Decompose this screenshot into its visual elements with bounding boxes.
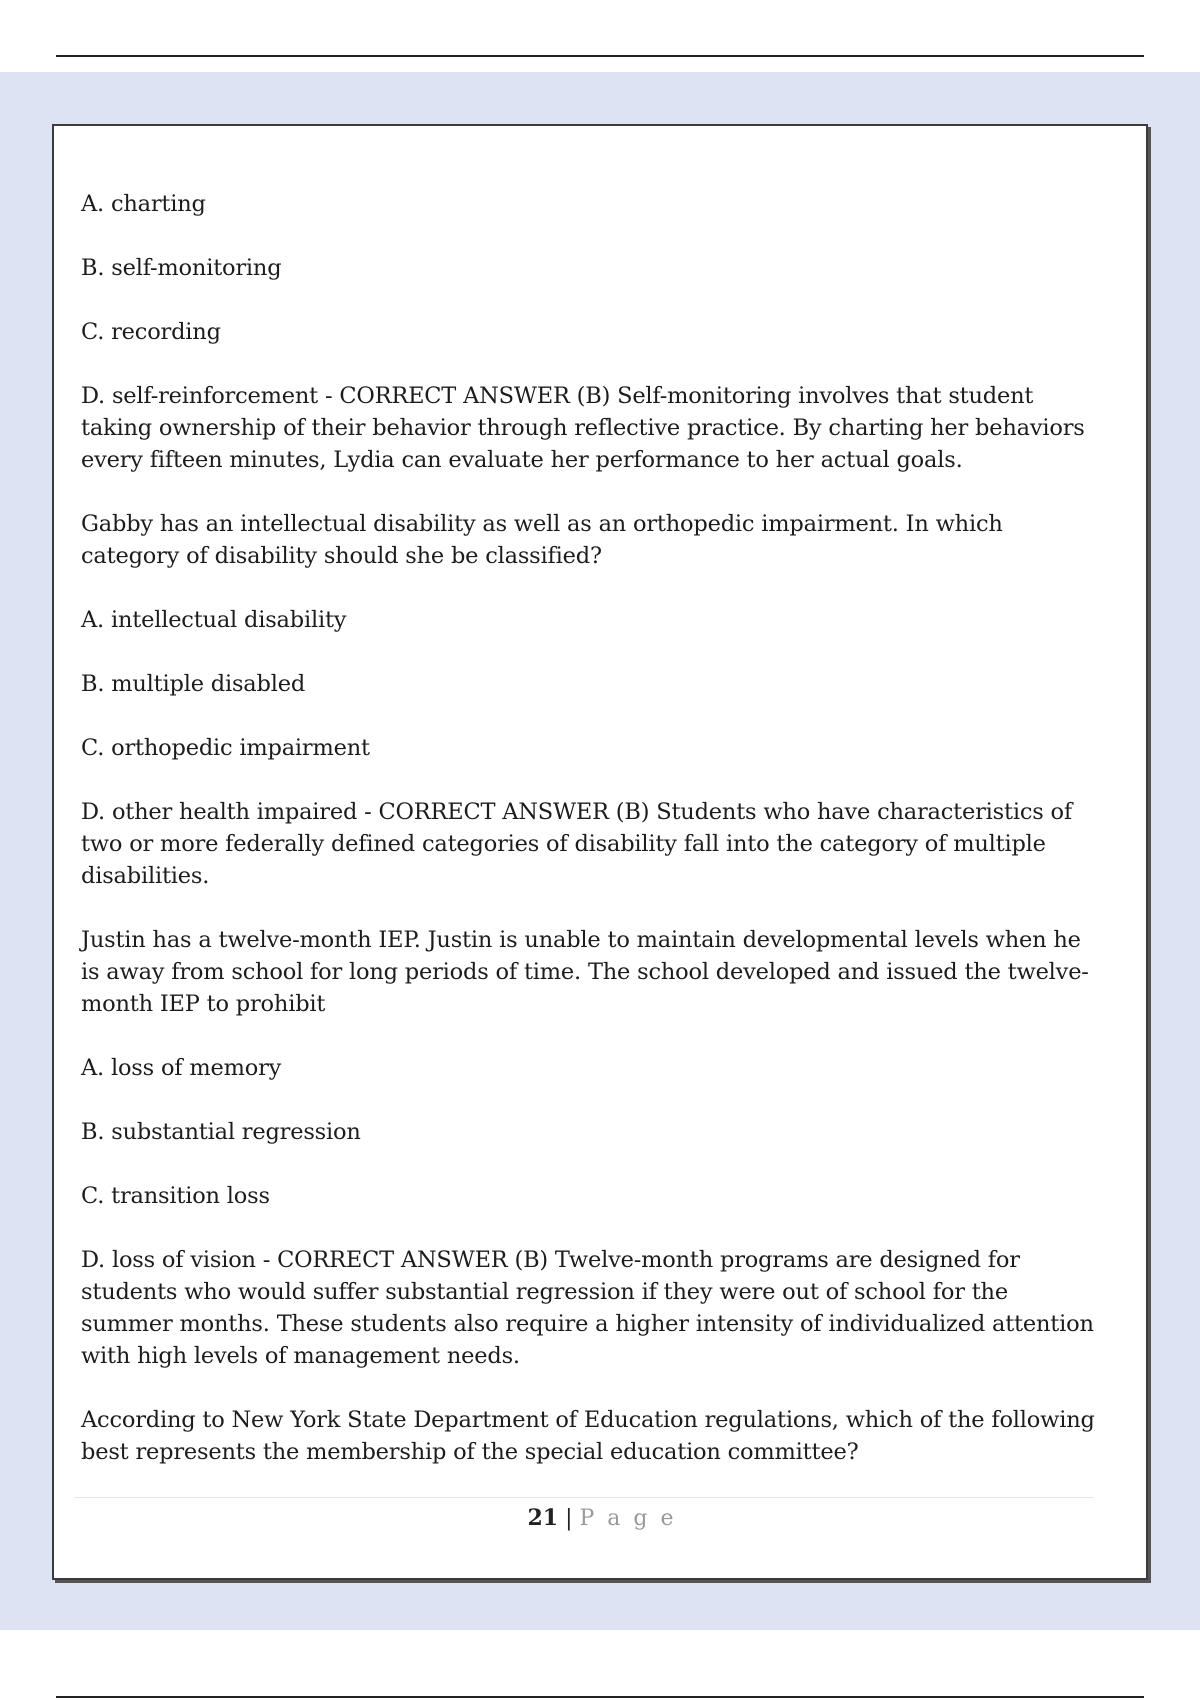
option-c-orthopedic-impairment: C. orthopedic impairment [81,735,370,761]
footer-separator: | [565,1506,573,1531]
option-a-intellectual-disability: A. intellectual disability [81,607,347,633]
option-b-self-monitoring: B. self-monitoring [81,255,282,281]
option-b-multiple-disabled: B. multiple disabled [81,671,306,697]
footer-outer-rule [56,1696,1144,1698]
page-number: 21 [527,1505,559,1531]
option-c-transition-loss: C. transition loss [81,1183,270,1209]
question-new-york-committee: According to New York State Department of Education regulations, which of the following best represents the membership of the special education committee? [81,1407,1095,1465]
option-c-recording: C. recording [81,319,221,345]
page-label: P a g e [579,1506,677,1531]
page-frame [52,124,1148,1580]
footer-rule [74,1497,1094,1498]
question-justin: Justin has a twelve-month IEP. Justin is unable to maintain developmental levels when he is away from school for long periods of time. The school developed and issued the twelve-month IEP to prohibit [81,927,1089,1017]
option-d-other-health-impaired-answer: D. other health impaired - CORRECT ANSWER (B) Students who have characteristics of two or more federally defined categories of disability fall into the category of multiple disabilities. [81,799,1073,889]
header-rule [56,55,1144,57]
option-d-loss-of-vision-answer: D. loss of vision - CORRECT ANSWER (B) Twelve-month programs are designed for students who would suffer substantial regression if they were out of school for the summer months. These students also require a higher intensity of individualized attention with high levels of management needs. [81,1247,1094,1369]
page-content [81,188,1101,1468]
option-d-self-reinforcement-answer: D. self-reinforcement - CORRECT ANSWER (B) Self-monitoring involves that student taking ownership of their behavior through reflective practice. By charting her behaviors every fifteen minutes, Lydia can evaluate her performance to her actual goals. [81,383,1085,473]
option-a-loss-of-memory: A. loss of memory [81,1055,282,1081]
option-b-substantial-regression: B. substantial regression [81,1119,361,1145]
question-gabby: Gabby has an intellectual disability as well as an orthopedic impairment. In which category of disability should she be classified? [81,511,1003,569]
option-a-charting: A. charting [81,191,206,217]
page-footer [54,1502,1150,1535]
